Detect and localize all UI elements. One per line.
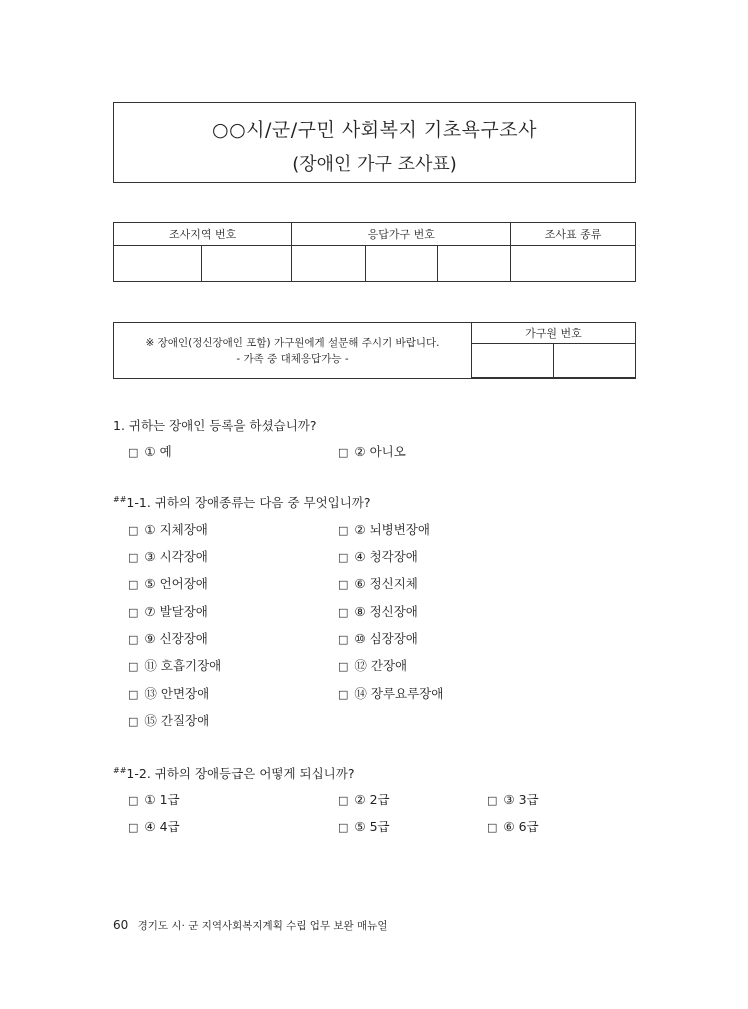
member-no-header: 가구원 번호 — [472, 323, 636, 344]
q1-1-option[interactable]: □ ② 뇌병변장애 — [338, 522, 430, 537]
member-no-cell-1[interactable] — [472, 344, 554, 378]
question-marker: ## — [113, 494, 127, 504]
q1-1-option[interactable]: □ ⑥ 정신지체 — [338, 576, 418, 591]
q1-1-option[interactable]: □ ③ 시각장애 — [128, 549, 208, 564]
question-marker: ## — [113, 765, 127, 775]
checkbox-icon[interactable]: □ — [128, 821, 139, 834]
instruction-note — [114, 335, 471, 367]
checkbox-icon[interactable]: □ — [487, 794, 498, 807]
survey-subtitle: (장애인 가구 조사표) — [292, 154, 457, 175]
q1-1-option[interactable]: □ ⑪ 호흡기장애 — [128, 658, 222, 673]
checkbox-icon[interactable]: □ — [338, 688, 349, 701]
q1-1-option[interactable]: □ ① 지체장애 — [128, 522, 208, 537]
checkbox-icon[interactable]: □ — [128, 524, 139, 537]
q1-2-option[interactable]: □ ③ 3급 — [487, 792, 539, 807]
question-1-2: ##1-2. 귀하의 장애등급은 어떻게 되십니까? — [113, 765, 355, 781]
q1-1-option[interactable]: □ ⑨ 신장장애 — [128, 631, 208, 646]
household-cell-2[interactable] — [365, 246, 437, 282]
q1-1-option[interactable]: □ ⑭ 장루요루장애 — [338, 686, 444, 701]
q1-1-option[interactable]: □ ⑧ 정신장애 — [338, 604, 418, 619]
q1-2-option[interactable]: □ ② 2급 — [338, 792, 390, 807]
checkbox-icon[interactable]: □ — [128, 794, 139, 807]
q1-1-option[interactable]: □ ⑫ 간장애 — [338, 658, 408, 673]
household-cell-1[interactable] — [292, 246, 365, 282]
q1-1-option[interactable]: □ ④ 청각장애 — [338, 549, 418, 564]
checkbox-icon[interactable]: □ — [128, 606, 139, 619]
q1-2-option[interactable]: □ ④ 4급 — [128, 819, 180, 834]
page-number: 60 — [113, 918, 129, 932]
checkbox-icon[interactable]: □ — [338, 660, 349, 673]
q1-2-option[interactable]: □ ⑤ 5급 — [338, 819, 390, 834]
q1-2-option[interactable]: □ ⑥ 6급 — [487, 819, 539, 834]
checkbox-icon[interactable]: □ — [338, 821, 349, 834]
question-1-1: ##1-1. 귀하의 장애종류는 다음 중 무엇입니까? — [113, 494, 371, 510]
checkbox-icon[interactable]: □ — [338, 606, 349, 619]
checkbox-icon[interactable]: □ — [338, 551, 349, 564]
survey-area-header: 조사지역 번호 — [114, 223, 292, 246]
form-type-header: 조사표 종류 — [511, 223, 636, 246]
instruction-line-1: ※ 장애인(정신장애인 포함) 가구원에게 설문해 주시기 바랍니다. — [145, 337, 440, 349]
instruction-line-2: - 가족 중 대체응답가능 - — [236, 353, 349, 365]
survey-area-cell-1[interactable] — [114, 246, 202, 282]
survey-title: ○○시/군/구민 사회복지 기초욕구조사 — [212, 119, 537, 141]
q1-option-yes[interactable]: □ ① 예 — [128, 444, 172, 459]
survey-area-cell-2[interactable] — [202, 246, 292, 282]
checkbox-icon[interactable]: □ — [128, 446, 139, 459]
page-footer — [113, 918, 387, 933]
checkbox-icon[interactable]: □ — [338, 794, 349, 807]
checkbox-icon[interactable]: □ — [338, 633, 349, 646]
checkbox-icon[interactable]: □ — [128, 715, 139, 728]
checkbox-icon[interactable]: □ — [338, 446, 349, 459]
id-number-table — [113, 222, 636, 282]
checkbox-icon[interactable]: □ — [128, 688, 139, 701]
question-1: 1. 귀하는 장애인 등록을 하셨습니까? — [113, 418, 317, 433]
survey-title-box — [113, 102, 636, 183]
checkbox-icon[interactable]: □ — [338, 524, 349, 537]
q1-option-no[interactable]: □ ② 아니오 — [338, 444, 406, 459]
checkbox-icon[interactable]: □ — [487, 821, 498, 834]
checkbox-icon[interactable]: □ — [128, 660, 139, 673]
q1-1-option[interactable]: □ ⑦ 발달장애 — [128, 604, 208, 619]
q1-1-option[interactable]: □ ⑬ 안면장애 — [128, 686, 210, 701]
household-no-header: 응답가구 번호 — [292, 223, 511, 246]
checkbox-icon[interactable]: □ — [128, 578, 139, 591]
q1-1-option[interactable]: □ ⑤ 언어장애 — [128, 576, 208, 591]
form-type-cell[interactable] — [511, 246, 636, 282]
household-cell-3[interactable] — [437, 246, 510, 282]
q1-1-option[interactable]: □ ⑩ 심장장애 — [338, 631, 418, 646]
q1-1-option[interactable]: □ ⑮ 간질장애 — [128, 713, 210, 728]
instruction-box — [113, 322, 636, 379]
footer-text: 경기도 시· 군 지역사회복지계획 수립 업무 보완 매뉴얼 — [137, 920, 388, 932]
member-no-table — [471, 322, 636, 378]
checkbox-icon[interactable]: □ — [128, 633, 139, 646]
checkbox-icon[interactable]: □ — [128, 551, 139, 564]
member-no-cell-2[interactable] — [554, 344, 636, 378]
q1-2-option[interactable]: □ ① 1급 — [128, 792, 180, 807]
checkbox-icon[interactable]: □ — [338, 578, 349, 591]
